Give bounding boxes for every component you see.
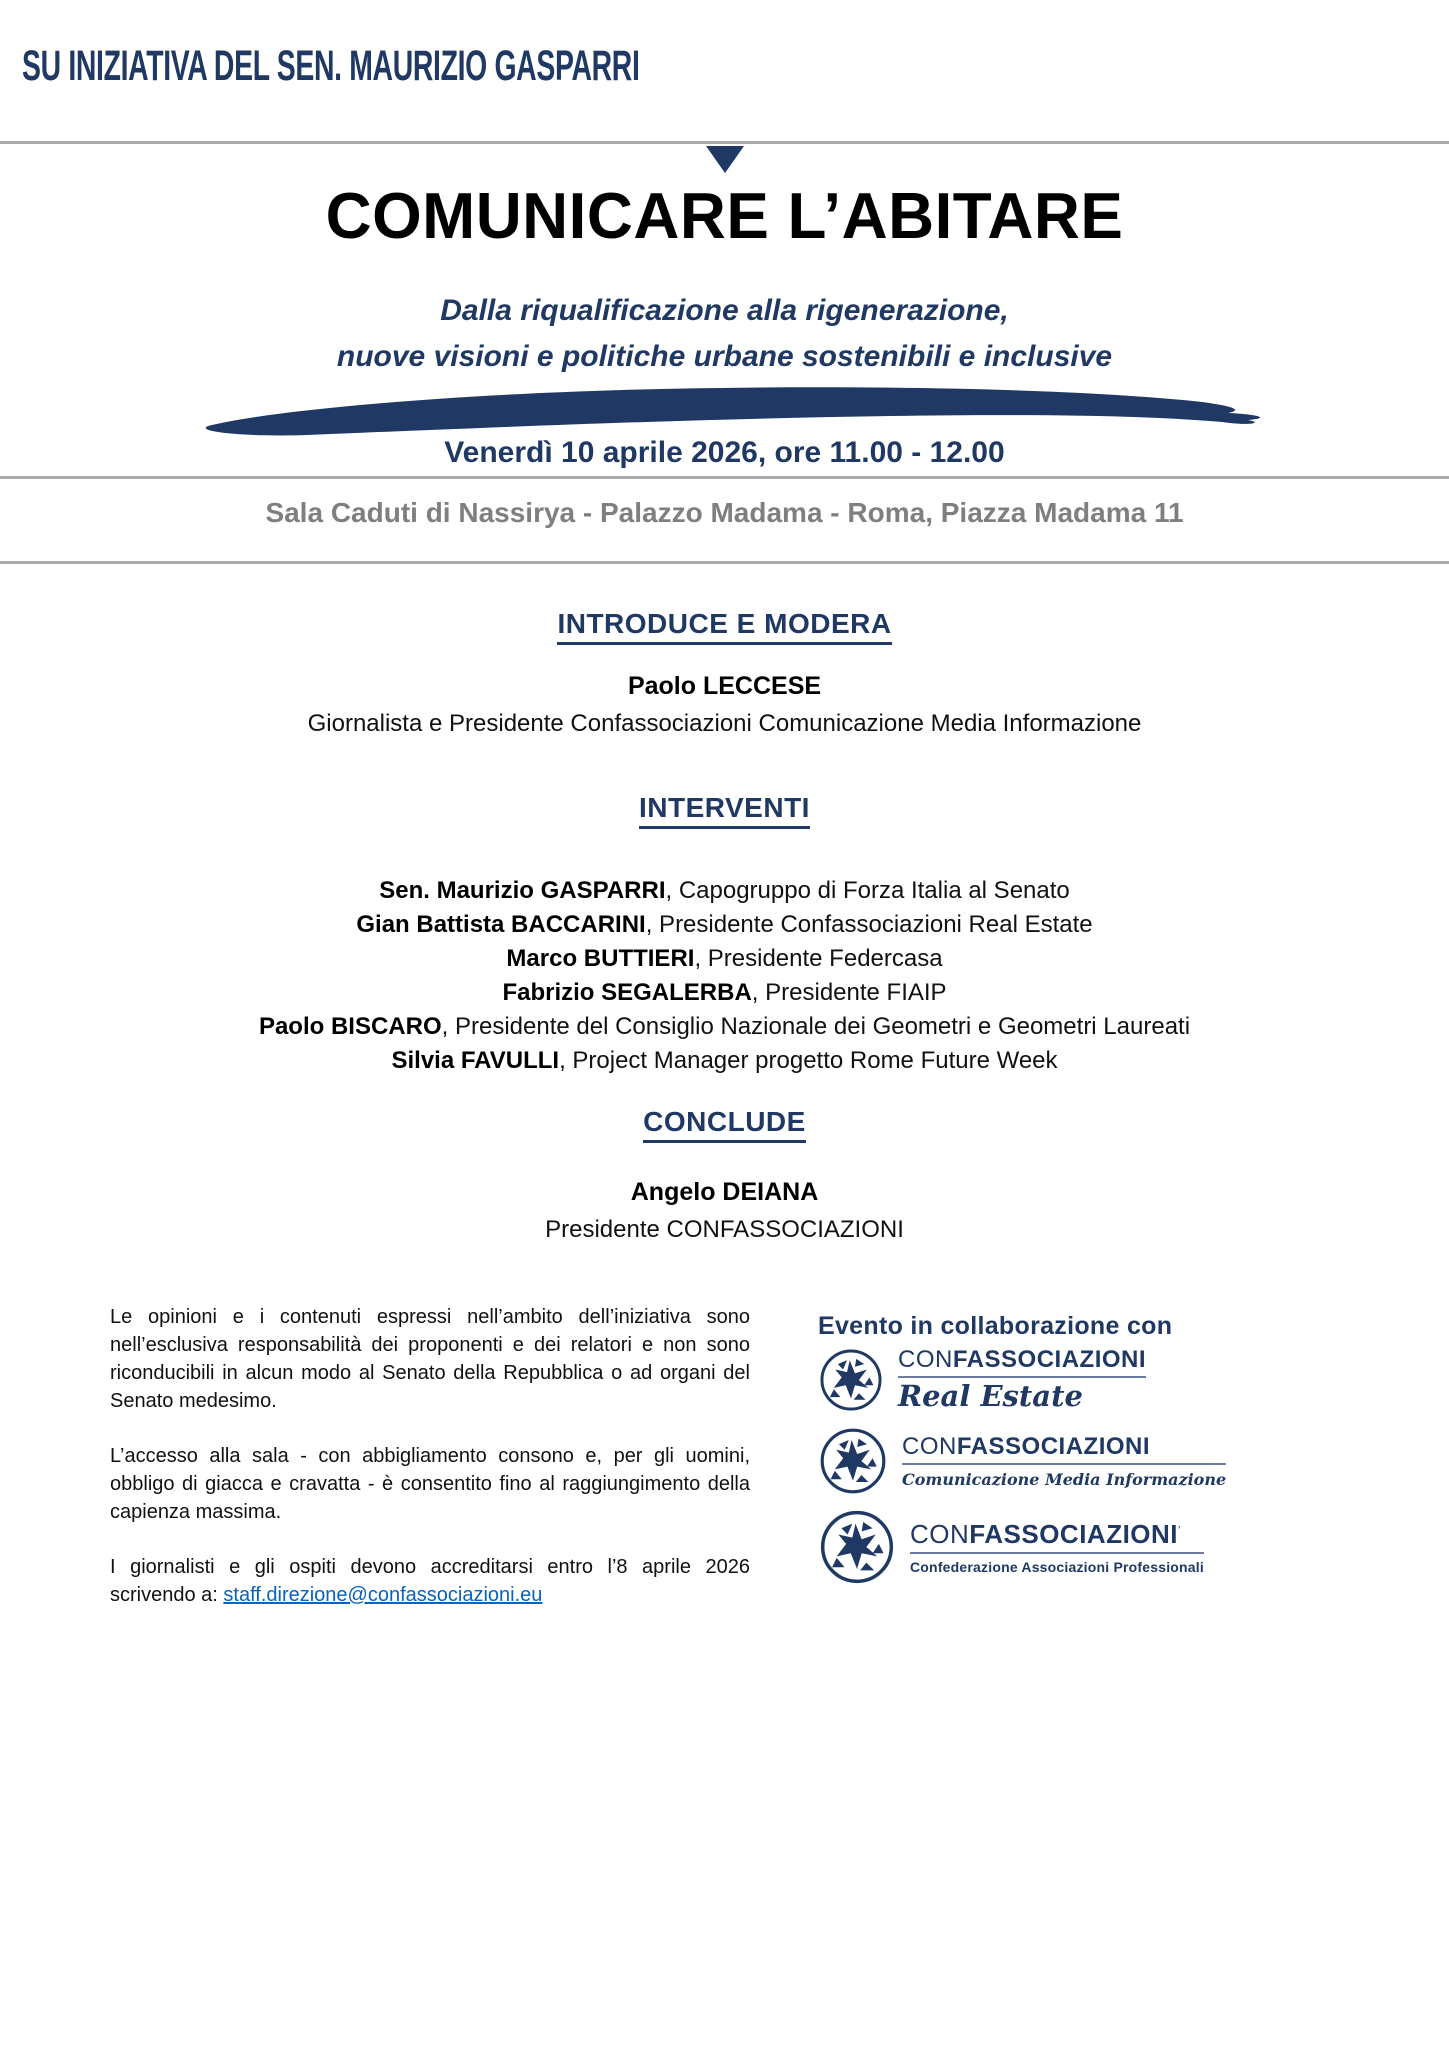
speaker-row (0, 874, 1449, 908)
event-subtitle (0, 288, 1449, 380)
brand-prefix: CON (910, 1519, 970, 1549)
confassociazioni-star-icon (818, 1426, 888, 1496)
speaker-name: Fabrizio SEGALERBA (502, 979, 752, 1006)
closing-role: Presidente CONFASSOCIAZIONI (545, 1216, 904, 1243)
logo-brand (910, 1519, 1204, 1554)
divider-line-middle (0, 476, 1449, 479)
event-datetime: Venerdì 10 aprile 2026, ore 11.00 - 12.00 (444, 436, 1005, 469)
speaker-row (0, 976, 1449, 1010)
brand-rest: FASSOCIAZIONI (969, 1519, 1179, 1549)
logo-brand (902, 1433, 1226, 1465)
brush-stroke-icon (192, 382, 1302, 438)
logo-confassociazioni-main (818, 1508, 1204, 1586)
moderator-name: Paolo LECCESE (627, 672, 822, 700)
logo-text (910, 1519, 1204, 1575)
section-heading-speakers: INTERVENTI (639, 792, 810, 829)
speaker-role: , Presidente del Consiglio Nazionale dei Geometri e Geometri Laureati (441, 1013, 1191, 1040)
speaker-role: , Capogruppo di Forza Italia al Senato (665, 877, 1070, 904)
logo-confassociazioni-real-estate (818, 1346, 1146, 1413)
speaker-row (0, 1044, 1449, 1078)
brand-prefix: CON (902, 1433, 957, 1460)
brand-rest: FASSOCIAZIONI (952, 1346, 1147, 1373)
confassociazioni-star-icon (818, 1508, 896, 1586)
brand-mark: ’ (1178, 1524, 1181, 1537)
moderator-role: Giornalista e Presidente Confassociazioni Comunicazione Media Informazione (307, 710, 1142, 737)
accreditation-paragraph (110, 1553, 750, 1609)
section-heading-moderator: INTRODUCE E MODERA (557, 608, 891, 645)
brand-prefix: CON (898, 1346, 953, 1373)
speaker-name: Marco BUTTIERI (506, 945, 695, 972)
speaker-name: Paolo BISCARO (258, 1013, 442, 1040)
confassociazioni-star-icon (818, 1347, 884, 1413)
speaker-row (0, 908, 1449, 942)
down-triangle-icon (706, 146, 744, 173)
logo-brand (898, 1346, 1146, 1378)
logo-confassociazioni-comunicazione (818, 1426, 1226, 1496)
speaker-name: Gian Battista BACCARINI (356, 911, 646, 938)
speaker-role: , Presidente Federcasa (694, 945, 943, 972)
notes-column (110, 1303, 750, 1636)
speaker-row (0, 942, 1449, 976)
logo-tagline: Confederazione Associazioni Professionali (910, 1559, 1204, 1575)
accreditation-email-link[interactable]: staff.direzione@confassociazioni.eu (223, 1584, 543, 1606)
logo-text (898, 1346, 1146, 1413)
speaker-row (0, 1010, 1449, 1044)
logo-tagline: Comunicazione Media Informazione (902, 1470, 1227, 1489)
speakers-list (0, 874, 1449, 1078)
subtitle-line-1: Dalla riqualificazione alla rigenerazione, (440, 294, 1009, 327)
collaboration-heading: Evento in collaborazione con (818, 1312, 1173, 1340)
speaker-name: Silvia FAVULLI (391, 1047, 560, 1074)
divider-line-bottom (0, 561, 1449, 564)
speaker-name: Sen. Maurizio GASPARRI (379, 877, 666, 904)
logo-text (902, 1433, 1226, 1489)
disclaimer-paragraph: Le opinioni e i contenuti espressi nell’ambito dell’iniziativa sono nell’esclusiva responsabilità dei proponenti e dei relatori e non sono riconducibili in alcun modo al Senato della Repubblica o ad organi del Senato medesimo. (110, 1306, 750, 1412)
section-heading-closing: CONCLUDE (643, 1106, 806, 1143)
brand-rest: FASSOCIAZIONI (956, 1433, 1151, 1460)
speaker-role: , Presidente FIAIP (751, 979, 947, 1006)
divider-line-top (0, 141, 1449, 144)
accreditation-text: I giornalisti e gli ospiti devono accreditarsi entro l’8 aprile 2026 scrivendo a: (110, 1556, 750, 1606)
logo-tagline: Real Estate (898, 1379, 1083, 1413)
closing-name: Angelo DEIANA (630, 1178, 819, 1206)
speaker-role: , Presidente Confassociazioni Real Estate (645, 911, 1093, 938)
dress-code-paragraph: L’accesso alla sala - con abbigliamento consono e, per gli uomini, obbligo di giacca e cravatta - è consentito fino al raggiungimento della capienza massima. (110, 1445, 750, 1523)
subtitle-line-2: nuove visioni e politiche urbane sostenibili e inclusive (336, 340, 1113, 373)
event-venue: Sala Caduti di Nassirya - Palazzo Madama - Roma, Piazza Madama 11 (265, 497, 1184, 528)
speaker-role: , Project Manager progetto Rome Future Week (559, 1047, 1058, 1074)
initiative-header: SU INIZIATIVA DEL SEN. MAURIZIO GASPARRI (22, 42, 640, 90)
event-title: COMUNICARE L’ABITARE (325, 179, 1124, 252)
